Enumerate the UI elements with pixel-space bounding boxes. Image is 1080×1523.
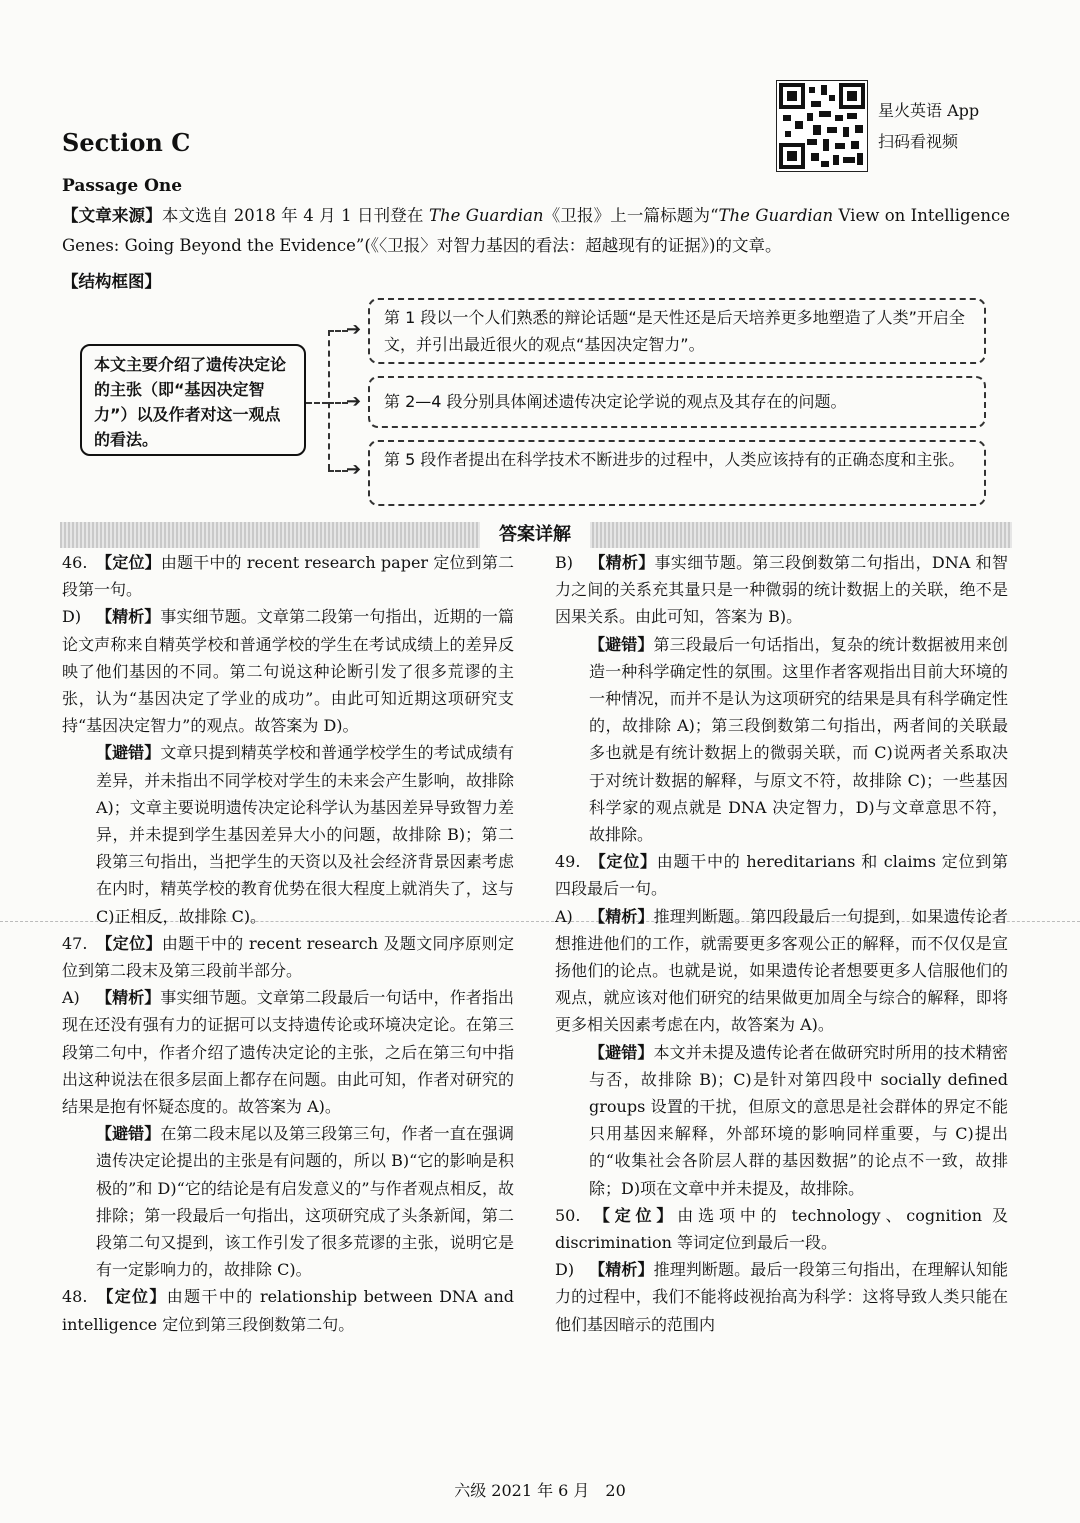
passage-title: Passage One xyxy=(62,176,183,196)
entry-tag: 【精析】 xyxy=(589,553,655,572)
source-text-1: 本文选自 2018 年 4 月 1 日刊登在 xyxy=(161,206,429,225)
answer-entry xyxy=(555,848,1008,902)
entry-number: 50. xyxy=(555,1205,581,1225)
source-text-2: 《卫报》上一篇标题为“ xyxy=(543,206,719,225)
entry-tag: 【精析】 xyxy=(96,988,161,1008)
paragraph-box-2: 第 2—4 段分别具体阐述遗传决定论学说的观点及其存在的问题。 xyxy=(368,376,986,428)
entry-tag: 【避错】 xyxy=(589,1042,654,1062)
answer-entry xyxy=(62,603,514,739)
paragraph-box-1: 第 1 段以一个人们熟悉的辩论话题“是天性还是后天培养更多地塑造了人类”开启全文，并引出最近很火的观点“基因决定智力”。 xyxy=(368,298,986,364)
entry-tag: 【定位】 xyxy=(96,1287,167,1307)
entry-tag: 【避错】 xyxy=(96,743,161,763)
entry-number: A) xyxy=(555,906,573,926)
source-label: 【文章来源】 xyxy=(62,206,162,225)
qr-code[interactable] xyxy=(776,80,868,172)
entry-text: 本文并未提及遗传论者在做研究时所用的技术精密与否，故排除 B)；C)是针对第四段中 socially defined groups 设置的干扰，但原文的意思是社会群体的界定不能只用基因来解释，外部环境的影响同样重要，与 C)提出的“收集社会各阶层人群的基因数据”的论点不一致，故排除；D)项在文章中并未提及，故排除。 xyxy=(589,1042,1008,1198)
source-paper-name: The Guardian xyxy=(428,206,544,225)
answer-entry xyxy=(62,1283,514,1337)
connector-2 xyxy=(328,402,348,404)
answer-entry xyxy=(62,984,514,1120)
entry-text: 由题干中的 hereditarians 和 claims 定位到第四段最后一句。 xyxy=(555,852,1008,899)
entry-text: 由题干中的 relationship between DNA and intelligence 定位到第三段倒数第二句。 xyxy=(62,1287,514,1334)
arrow-icon: ➔ xyxy=(346,459,362,480)
section-title: Section C xyxy=(62,128,191,157)
answer-entry xyxy=(555,1039,1008,1202)
article-source xyxy=(62,201,1010,261)
entry-tag: 【定位】 xyxy=(589,1205,678,1225)
entry-text: 事实细节题。第三段倒数第二句指出，DNA 和智力之间的关系充其量只是一种微弱的统计数据上的关联，绝不是因果关系。由此可知，答案为 B)。 xyxy=(555,553,1008,627)
structure-label: 【结构框图】 xyxy=(62,272,161,291)
summary-box: 本文主要介绍了遗传决定论的主张（即“基因决定智力”）以及作者对这一观点的看法。 xyxy=(80,344,306,456)
entry-text: 推理判断题。最后一段第三句指出，在理解认知能力的过程中，我们不能将歧视抬高为科学：这将导致人类只能在他们基因暗示的范围内 xyxy=(555,1260,1008,1334)
entry-text: 推理判断题。第四段最后一句提到，如果遗传论者想推进他们的工作，就需要更多客观公正的解释，而不仅仅是宣扬他们的论点。也就是说，如果遗传论者想要更多人信服他们的观点，就应该对他们研究的结果做更加周全与综合的解释，即将更多相关因素考虑在内，故答案为 A)。 xyxy=(555,906,1008,1035)
qr-caption-scan: 扫码看视频 xyxy=(878,132,959,151)
left-column xyxy=(62,549,514,1338)
answer-banner-title: 答案详解 xyxy=(480,522,590,548)
entry-tag: 【避错】 xyxy=(589,634,654,654)
answer-entry xyxy=(555,1202,1008,1256)
paragraph-box-3: 第 5 段作者提出在科学技术不断进步的过程中，人类应该持有的正确态度和主张。 xyxy=(368,440,986,506)
entry-text: 在第二段末尾以及第三段第三句，作者一直在强调遗传决定论提出的主张是有问题的，所以 B)“它的影响是积极的”和 D)“它的结论是有启发意义的”与作者观点相反，故排除；第一段最后一句指出，这项研究成了头条新闻，第二段第二句又提到，该工作引发了很多荒谬的主张，说明它是有一定影响力的，故排除 C)。 xyxy=(96,1124,514,1280)
entry-tag: 【精析】 xyxy=(589,1260,654,1280)
page-footer: 六级 2021 年 6 月 20 xyxy=(454,1481,626,1500)
entry-text: 由题干中的 recent research paper 定位到第二段第一句。 xyxy=(62,553,514,600)
entry-tag: 【定位】 xyxy=(96,553,161,572)
entry-number: B) xyxy=(555,553,573,572)
entry-text: 事实细节题。文章第二段第一句指出，近期的一篇论文声称来自精英学校和普通学校的学生在考试成绩上的差异反映了他们基因的不同。第二句说这种论断引发了很多荒谬的主张，认为“基因决定了学业的成功”。由此可知近期这项研究支持“基因决定智力”的观点。故答案为 D)。 xyxy=(62,607,514,736)
entry-tag: 【定位】 xyxy=(589,852,657,872)
entry-text: 文章只提到精英学校和普通学校学生的考试成绩有差异，并未指出不同学校对学生的未来会产生影响，故排除 A)；文章主要说明遗传决定论科学认为基因差异导致智力差异，并未提到学生基因差异大小的问题，故排除 B)；第二段第三句指出，当把学生的天资以及社会经济背景因素考虑在内时，精英学校的教育优势在很大程度上就消失了，这与 C)正相反，故排除 C)。 xyxy=(96,743,514,926)
entry-number: 49. xyxy=(555,852,581,872)
entry-number: 46. xyxy=(62,553,88,572)
right-column xyxy=(555,549,1008,1338)
answer-entry xyxy=(62,1120,514,1283)
answer-entry xyxy=(555,631,1008,849)
connector-3 xyxy=(328,470,348,472)
entry-tag: 【精析】 xyxy=(589,906,654,926)
connector-main xyxy=(306,402,328,404)
qr-caption-app: 星火英语 App xyxy=(878,101,980,120)
entry-text: 由题干中的 recent research 及题文同序原则定位到第二段末及第三段前半部分。 xyxy=(62,933,514,981)
answer-entry xyxy=(555,1256,1008,1338)
answer-entry xyxy=(62,549,514,603)
source-text-3: View on Intelligence Genes: Going Beyond the Evidence”(《〈卫报〉对智力基因的看法：超越现有的证据》)的文章。 xyxy=(62,206,1011,255)
entry-tag: 【精析】 xyxy=(96,607,161,627)
entry-number: D) xyxy=(555,1260,575,1280)
entry-text: 事实细节题。文章第二段最后一句话中，作者指出现在还没有强有力的证据可以支持遗传论或环境决定论。在第三段第二句中，作者介绍了遗传决定论的主张，之后在第三句中指出这种说法在很多层面上都存在问题。由此可知，作者对研究的结果是抱有怀疑态度的。故答案为 A)。 xyxy=(62,988,514,1117)
answer-entry xyxy=(62,930,514,984)
answer-entry xyxy=(555,549,1008,631)
entry-text: 第三段最后一句话指出，复杂的统计数据被用来创造一种科学确定性的氛围。这里作者客观指出目前大环境的一种情况，而并不是认为这项研究的结果是具有科学确定性的，故排除 A)；第三段倒数第二句指出，两者间的关联最多也就是有统计数据上的微弱关联，而 C)说两者关系取决于对统计数据的解释，与原文不符，故排除 C)；一些基因科学家的观点就是 DNA 决定智力，D)与文章意思不符，故排除。 xyxy=(589,634,1008,845)
entry-number: A) xyxy=(62,988,80,1008)
arrow-icon: ➔ xyxy=(346,391,362,412)
entry-number: D) xyxy=(62,607,82,627)
answer-entry xyxy=(62,739,514,929)
entry-tag: 【定位】 xyxy=(96,933,162,953)
answer-entry xyxy=(555,903,1008,1039)
connector-vertical xyxy=(328,330,330,470)
arrow-icon: ➔ xyxy=(346,319,362,340)
source-title-italic: The Guardian xyxy=(718,206,834,225)
entry-number: 47. xyxy=(62,933,88,953)
entry-text: 由选项中的 technology、cognition 及 discrimination 等词定位到最后一段。 xyxy=(555,1205,1008,1253)
entry-number: 48. xyxy=(62,1287,88,1307)
connector-1 xyxy=(328,330,348,332)
entry-tag: 【避错】 xyxy=(96,1124,161,1144)
